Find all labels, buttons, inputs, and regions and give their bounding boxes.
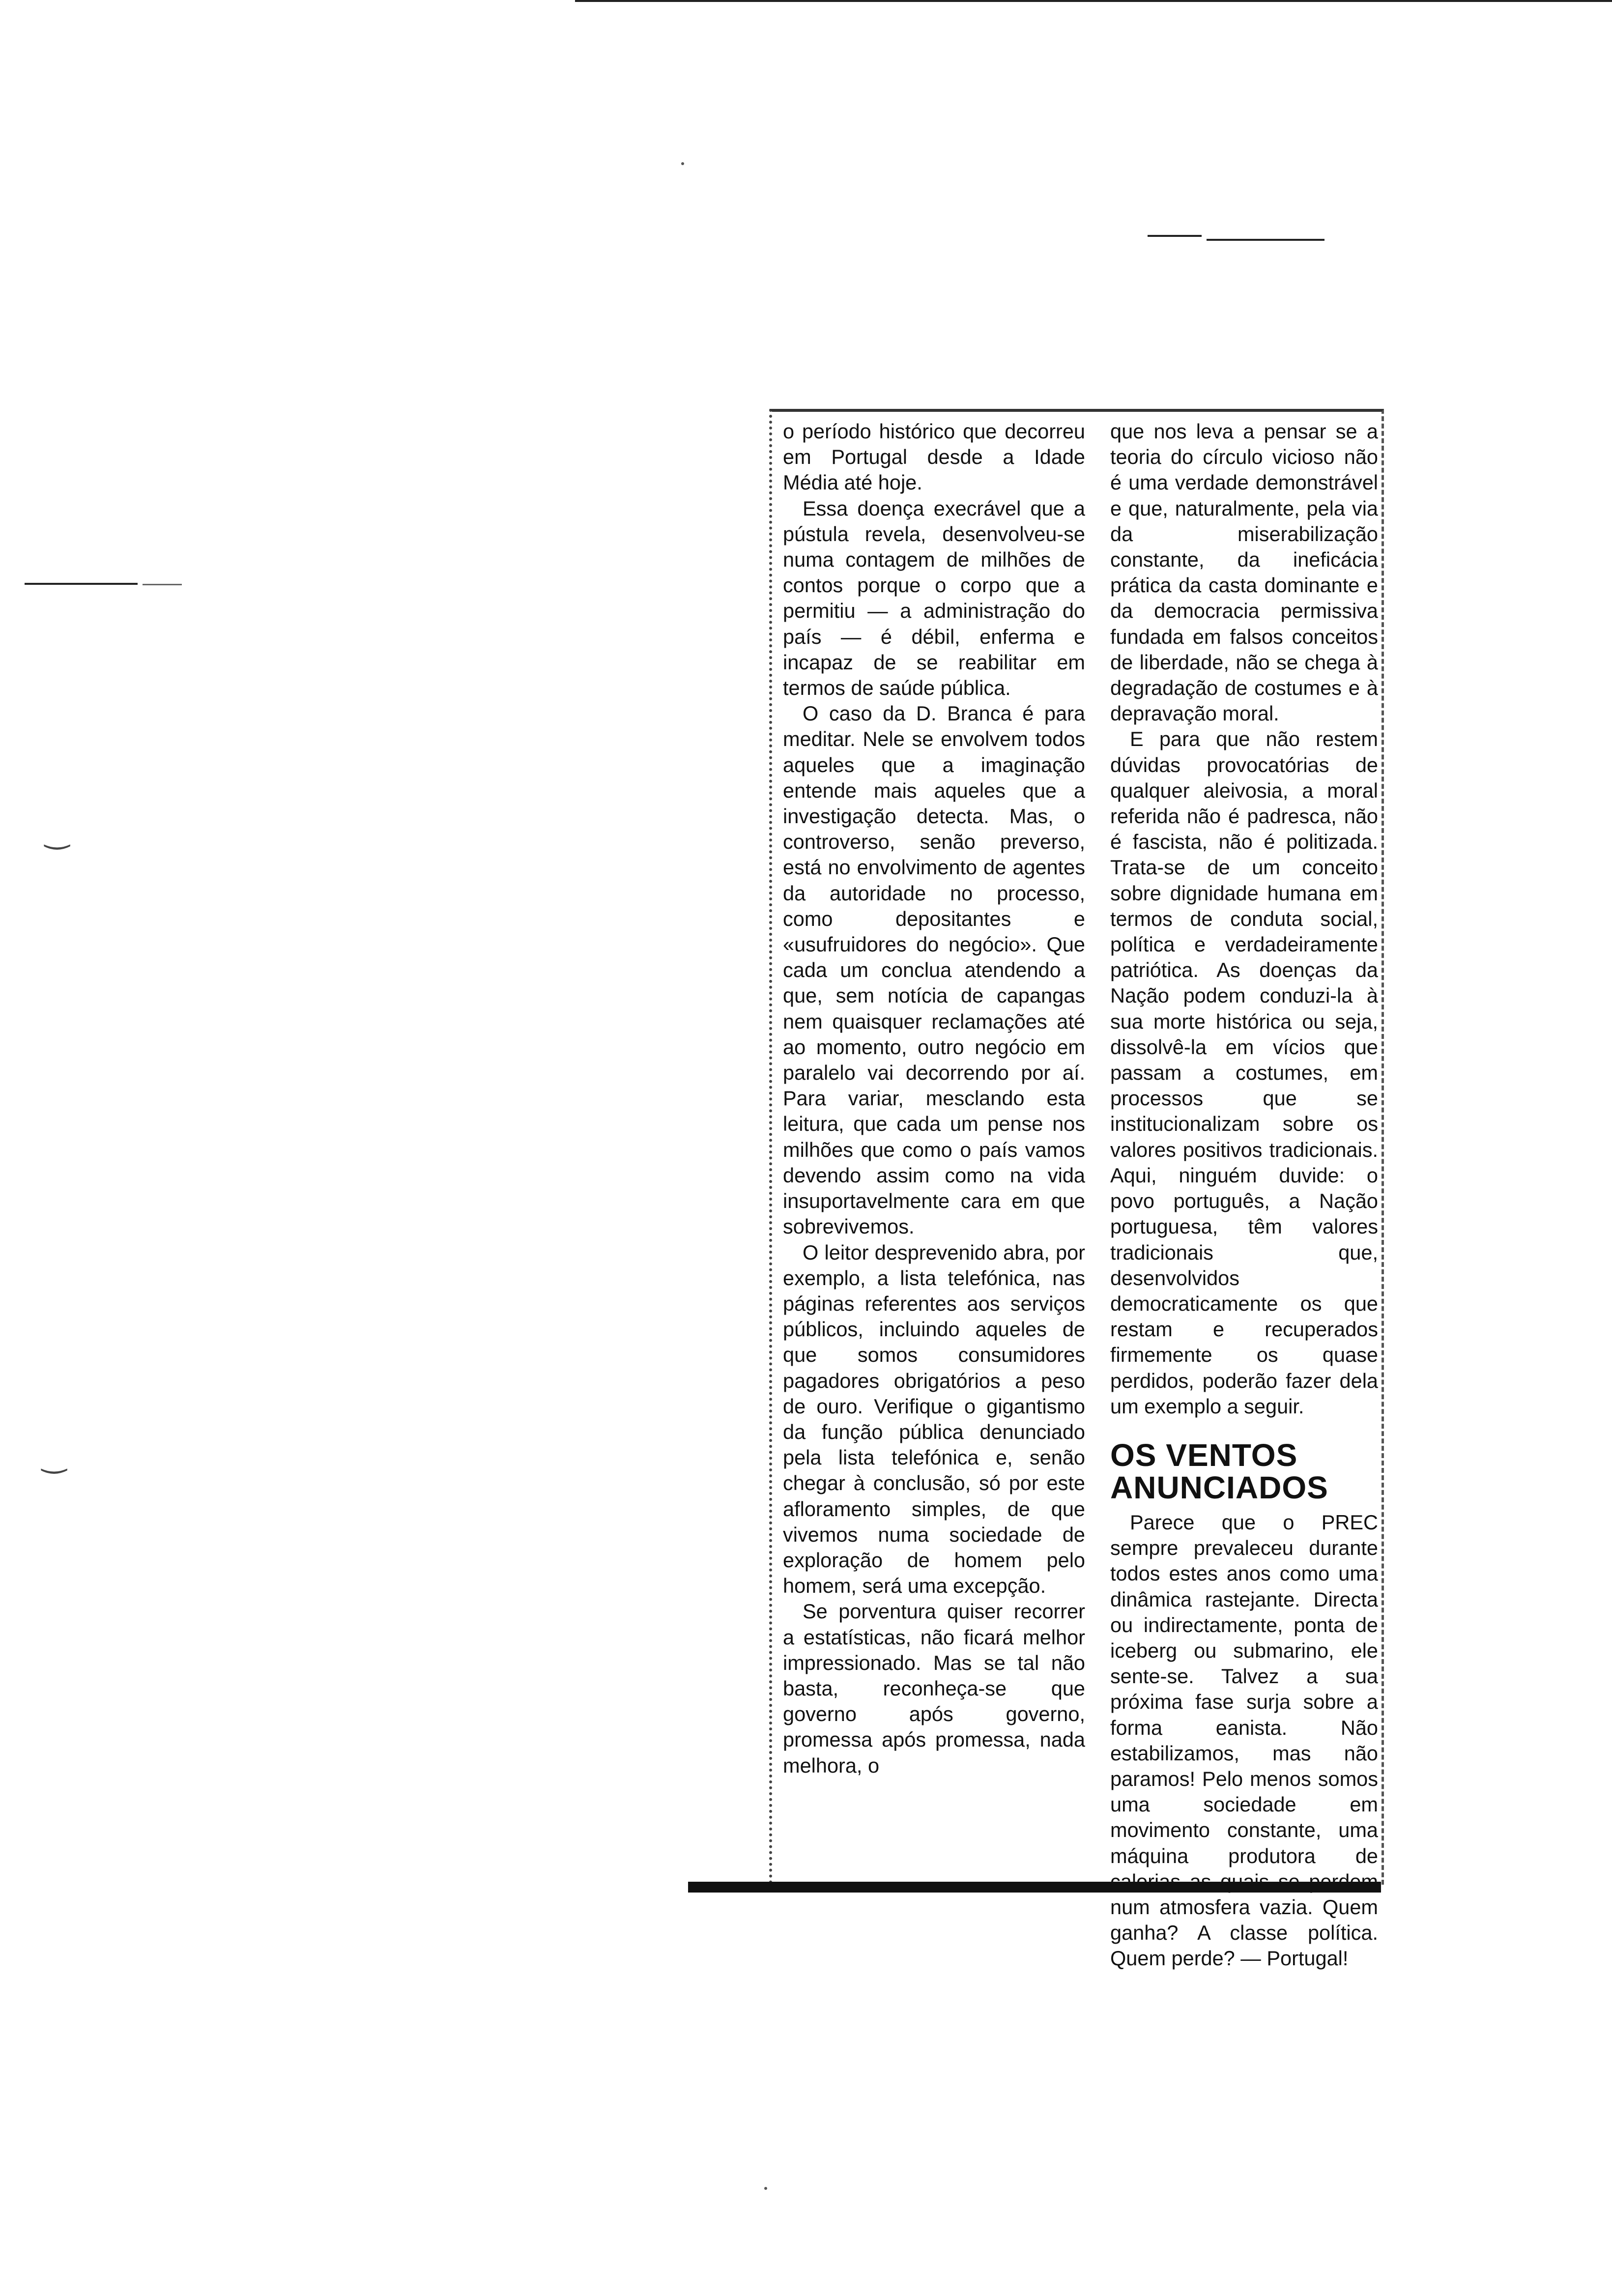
upper-right-dash-2	[1207, 239, 1324, 241]
margin-curve-mark: ‿	[45, 816, 69, 850]
newspaper-clipping	[769, 409, 1384, 1970]
section-heading: OS VENTOS ANUNCIADOS	[1110, 1437, 1328, 1505]
article-paragraph: Se porventura quiser recorrer a estatísticas, não ficará melhor impressionado. Mas se tal não basta, reconheça-se que governo após governo, promessa após promessa, nada melhora, o	[783, 1600, 1085, 1777]
upper-right-dash	[1148, 235, 1202, 237]
margin-curve-mark: ‿	[42, 1440, 66, 1474]
left-margin-rule	[25, 583, 138, 585]
left-margin-rule-dash	[143, 584, 182, 585]
article-paragraph: que nos leva a pensar se a teoria do círculo vicioso não é uma verdade demonstrável e que, naturalmente, pela via da miserabilização constante, da ineficácia prática da casta dominante e da democracia permissiva fundada em falsos conceitos de liberdade, não se chega à degradação de costumes e à depravação moral.	[1110, 420, 1378, 725]
article-right-column	[1110, 419, 1378, 1972]
stray-dot	[764, 2187, 767, 2190]
article-paragraph: o período histórico que decorreu em Portugal desde a Idade Média até hoje.	[783, 420, 1085, 494]
article-paragraph: Parece que o PREC sempre prevaleceu durante todos estes anos como uma dinâmica rastejante. Directa ou indirectamente, ponta de iceberg ou submarino, ele sente-se. Talvez a sua próxima fase surja sobre a forma eanista. Não estabilizamos, mas não paramos! Pelo menos somos uma sociedade em movimento constante, uma máquina produtora de num atmosfera vazia. Quem ganha? A classe política. Quem perde? — Portugal!	[1110, 1510, 1378, 1970]
stray-dot	[681, 162, 684, 165]
top-scan-line	[575, 0, 1612, 2]
clipping-bottom-rule	[688, 1882, 1381, 1893]
article-paragraph: Essa doença execrável que a pústula revela, desenvolveu-se numa contagem de milhões de contos porque o corpo que a permitiu — a administração do país — é débil, enferma e incapaz de se reabilitar em termos de saúde pública.	[783, 496, 1085, 700]
article-paragraph: E para que não restem dúvidas provocatórias de qualquer aleivosia, a moral referida não é padresca, não é fascista, não é politizada. Trata-se de um conceito sobre dignidade humana em termos de conduta social, política e verdadeiramente patriótica. As doenças da Nação podem conduzi-la à sua morte histórica ou seja, dissolvê-la em vícios que passam a costumes, em processos que se institucionalizam sobre os valores positivos tradicionais. Aqui, ninguém duvide: o povo português, a Nação portuguesa, têm valores tradicionais que, desenvolvidos democraticamente os que restam e recuperados firmemente os quase perdidos, poderão fazer dela um exemplo a seguir.	[1110, 727, 1378, 1418]
article-paragraph: O caso da D. Branca é para meditar. Nele se envolvem todos aqueles que a imaginação entende mais aqueles que a investigação detecta. Mas, o controverso, senão preverso, está no envolvimento de agentes da autoridade no processo, como depositantes e «usufruidores do negócio». Que cada um conclua atendendo a que, sem notícia de capangas nem quaisquer reclamações até ao momento, outro negócio em paralelo vai decorrendo por aí. Para variar, mesclando esta leitura, que cada um pense nos milhões que como o país vamos devendo assim como na vida insuportavelmente cara em que sobrevivemos.	[783, 702, 1085, 1238]
article-paragraph: O leitor desprevenido abra, por exemplo, a lista telefónica, nas páginas referentes aos serviços públicos, incluindo aqueles de que somos consumidores pagadores obrigatórios a peso de ouro. Verifique o gigantismo da função pública denunciado pela lista telefónica e, senão chegar à conclusão, só por este afloramento simples, de que vivemos numa sociedade de exploração de homem pelo homem, será uma excepção.	[783, 1240, 1085, 1598]
article-left-column	[783, 419, 1085, 1779]
